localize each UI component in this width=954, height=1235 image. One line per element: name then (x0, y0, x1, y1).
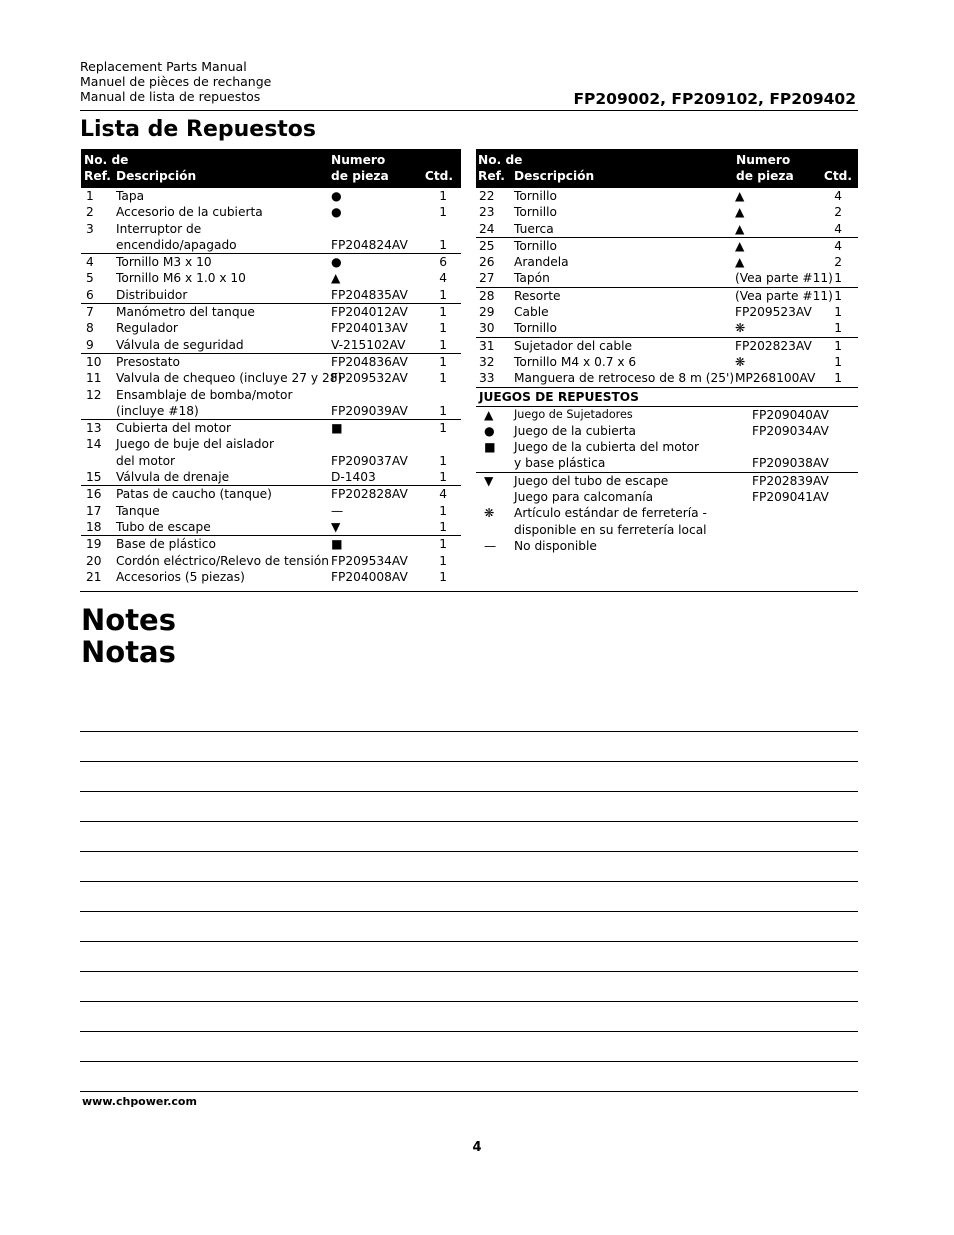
part-number: FP204012AV (331, 305, 408, 320)
ref-number: 32 (479, 354, 495, 369)
kit-row (476, 423, 858, 439)
quantity: 1 (439, 189, 447, 203)
ref-number: 11 (86, 371, 102, 386)
kit-row (476, 407, 858, 423)
quantity: 1 (439, 569, 447, 584)
table-body (476, 188, 858, 387)
quantity: 1 (834, 288, 842, 303)
part-description: Ensamblaje de bomba/motor (116, 387, 293, 402)
part-number: ▲ (735, 189, 745, 203)
part-number: ▲ (331, 271, 341, 286)
kits-title: JUEGOS DE REPUESTOS (476, 387, 858, 407)
quantity: 2 (834, 255, 842, 270)
ref-number: 16 (86, 487, 102, 502)
part-description: Tornillo (514, 205, 557, 220)
part-number: FP202828AV (331, 487, 408, 502)
header-part-line2: de pieza (736, 169, 794, 183)
kits-list (476, 407, 858, 555)
part-description: Tuerca (514, 221, 554, 236)
header-qty: Ctd. (424, 169, 453, 183)
header-part-line2: de pieza (331, 169, 389, 183)
quantity: 1 (834, 354, 842, 369)
kit-symbol: ● (484, 423, 495, 438)
quantity: 4 (834, 221, 842, 236)
ref-number: 14 (86, 437, 102, 452)
part-description: Accesorios (5 piezas) (116, 569, 245, 584)
ref-number: 10 (86, 354, 102, 369)
note-line (80, 1001, 858, 1002)
table-row (81, 303, 461, 320)
kit-row (476, 439, 858, 455)
part-number: D-1403 (331, 470, 376, 485)
quantity: 1 (439, 453, 447, 468)
part-description: Cubierta del motor (116, 421, 232, 436)
table-row (81, 387, 461, 403)
part-number: V-215102AV (331, 337, 406, 352)
kit-symbol: ▼ (484, 473, 494, 488)
part-description: Tornillo M3 x 10 (116, 255, 212, 270)
table-row (476, 254, 858, 270)
part-description: Distribuidor (116, 287, 188, 302)
ref-number: 15 (86, 470, 102, 485)
header-qty: Ctd. (823, 169, 852, 183)
quantity: 1 (439, 553, 447, 568)
table-row (476, 188, 858, 204)
quantity: 1 (439, 519, 447, 534)
part-description: Valvula de chequeo (incluye 27 y 28) (116, 371, 343, 386)
header-part-line1: Numero (736, 153, 791, 167)
kit-symbol: ▲ (484, 407, 494, 422)
quantity: 6 (439, 255, 447, 270)
header-ref-line1: No. de (84, 153, 129, 167)
quantity: 4 (439, 271, 447, 286)
table-row (81, 270, 461, 286)
kit-row (476, 505, 858, 521)
part-description: Sujetador del cable (514, 338, 632, 353)
part-number: FP204835AV (331, 287, 408, 302)
kit-part-number: FP202839AV (752, 473, 829, 488)
kit-row (476, 455, 858, 471)
quantity: 1 (834, 271, 842, 286)
quantity: 1 (439, 337, 447, 352)
quantity: 1 (439, 321, 447, 336)
part-number: MP268100AV (735, 371, 816, 386)
quantity: 1 (439, 237, 447, 252)
parts-table-left (81, 149, 461, 585)
table-row (476, 354, 858, 370)
table-row (81, 320, 461, 336)
part-description: del motor (116, 453, 176, 468)
ref-number: 31 (479, 338, 495, 353)
quantity: 1 (439, 287, 447, 302)
part-number: FP209534AV (331, 553, 408, 568)
part-description: Válvula de seguridad (116, 337, 244, 352)
part-number: — (331, 503, 344, 518)
quantity: 1 (439, 305, 447, 320)
header-description: Descripción (514, 169, 595, 183)
table-row (476, 320, 858, 336)
part-description: Tornillo M6 x 1.0 x 10 (116, 271, 246, 286)
table-row (476, 304, 858, 320)
quantity: 1 (439, 503, 447, 518)
note-line (80, 821, 858, 822)
kit-row (476, 538, 858, 554)
ref-number: 2 (86, 205, 94, 220)
kit-description: Juego del tubo de escape (514, 473, 669, 488)
ref-number: 20 (86, 553, 102, 568)
ref-number: 18 (86, 519, 102, 534)
table-row (81, 287, 461, 303)
table-body (81, 188, 461, 585)
header-ref-line2: Ref. (478, 169, 505, 183)
ref-number: 6 (86, 287, 94, 302)
part-description: Base de plástico (116, 537, 216, 552)
part-description: encendido/apagado (116, 237, 237, 252)
part-number: FP204013AV (331, 321, 408, 336)
table-row (81, 535, 461, 552)
table-row (81, 188, 461, 204)
table-row (476, 204, 858, 220)
table-row (81, 353, 461, 370)
quantity: 4 (834, 189, 842, 203)
part-description: Tapa (116, 189, 145, 203)
kit-symbol: ❋ (484, 506, 495, 521)
part-description: Tornillo (514, 238, 557, 253)
part-number: ● (331, 255, 342, 270)
quantity: 4 (439, 487, 447, 502)
note-line (80, 971, 858, 972)
table-row (476, 370, 858, 386)
part-number: ▼ (331, 519, 341, 534)
ref-number: 25 (479, 238, 495, 253)
part-number: ■ (331, 421, 343, 436)
kit-symbol: ■ (484, 440, 496, 455)
table-row (476, 287, 858, 304)
model-numbers: FP209002, FP209102, FP209402 (573, 90, 856, 108)
table-row (81, 519, 461, 535)
quantity: 1 (439, 371, 447, 386)
part-number: ● (331, 205, 342, 220)
part-description: Válvula de drenaje (116, 470, 230, 485)
note-line (80, 761, 858, 762)
ref-number: 7 (86, 305, 94, 320)
part-description: Regulador (116, 321, 178, 336)
part-description: Cordón eléctrico/Relevo de tensión (116, 553, 329, 568)
note-line (80, 1031, 858, 1032)
table-row (476, 221, 858, 237)
part-number: (Vea parte #11) (735, 288, 833, 303)
quantity: 2 (834, 205, 842, 220)
note-line (80, 941, 858, 942)
table-row (81, 370, 461, 386)
ref-number: 9 (86, 337, 94, 352)
part-number: ▲ (735, 205, 745, 220)
note-line (80, 1061, 858, 1062)
kit-description: Juego de la cubierta (514, 423, 637, 438)
notes-heading (81, 604, 176, 668)
ref-number: 27 (479, 271, 495, 286)
manual-title-es: Manual de lista de repuestos (80, 89, 261, 104)
quantity: 1 (834, 371, 842, 386)
part-number: ● (331, 189, 342, 203)
table-row (81, 221, 461, 237)
part-description: Resorte (514, 288, 561, 303)
part-number: ❋ (735, 354, 746, 369)
ref-number: 8 (86, 321, 94, 336)
tables-bottom-divider (80, 591, 858, 592)
quantity: 1 (439, 403, 447, 418)
ref-number: 28 (479, 288, 495, 303)
manual-title-block (80, 59, 271, 104)
header-divider (80, 110, 858, 111)
table-row (81, 503, 461, 519)
part-description: Accesorio de la cubierta (116, 205, 263, 220)
part-number: ▲ (735, 221, 745, 236)
table-row (81, 469, 461, 485)
ref-number: 4 (86, 255, 94, 270)
part-number: ■ (331, 537, 343, 552)
note-line (80, 1091, 858, 1092)
table-row (81, 569, 461, 585)
header-ref-line1: No. de (478, 153, 523, 167)
table-row (476, 270, 858, 286)
note-line (80, 851, 858, 852)
part-description: (incluye #18) (116, 403, 199, 418)
ref-number: 33 (479, 371, 495, 386)
page-number: 4 (472, 1140, 482, 1155)
part-description: Tapón (514, 271, 550, 286)
note-line (80, 791, 858, 792)
ref-number: 29 (479, 305, 495, 320)
kit-description: Juego de Sujetadores (514, 407, 633, 421)
ref-number: 22 (479, 189, 495, 203)
part-description: Presostato (116, 354, 181, 369)
part-number: FP209037AV (331, 453, 408, 468)
manual-title-fr: Manuel de pièces de rechange (80, 74, 272, 89)
part-description: Tornillo (514, 321, 557, 336)
table-row (81, 237, 461, 253)
ref-number: 13 (86, 421, 102, 436)
part-number: FP202823AV (735, 338, 812, 353)
notes-title-en: Notes (81, 603, 176, 637)
quantity: 1 (439, 537, 447, 552)
table-row (81, 436, 461, 452)
header-ref-line2: Ref. (84, 169, 111, 183)
quantity: 1 (439, 354, 447, 369)
ref-number: 12 (86, 387, 102, 402)
part-number: ❋ (735, 321, 746, 336)
part-description: Tornillo M4 x 0.7 x 6 (514, 354, 637, 369)
kit-symbol: — (484, 538, 497, 553)
kit-row (476, 522, 858, 538)
table-row (81, 337, 461, 353)
quantity: 1 (834, 338, 842, 353)
table-header (81, 149, 461, 188)
quantity: 1 (834, 321, 842, 336)
part-description: Manguera de retroceso de 8 m (25') (514, 371, 735, 386)
table-row (476, 337, 858, 354)
note-line (80, 881, 858, 882)
part-description: Manómetro del tanque (116, 305, 255, 320)
ref-number: 17 (86, 503, 102, 518)
footer-url: www.chpower.com (82, 1095, 197, 1108)
ref-number: 30 (479, 321, 495, 336)
header-part-line1: Numero (331, 153, 386, 167)
table-row (81, 253, 461, 270)
quantity: 1 (439, 470, 447, 485)
part-number: FP204836AV (331, 354, 408, 369)
part-description: Tanque (116, 503, 160, 518)
ref-number: 21 (86, 569, 102, 584)
section-title: Lista de Repuestos (80, 117, 317, 142)
part-number: FP204824AV (331, 237, 408, 252)
header-description: Descripción (116, 169, 197, 183)
part-number: FP209039AV (331, 403, 408, 418)
part-description: Arandela (514, 255, 569, 270)
manual-title-en: Replacement Parts Manual (80, 59, 247, 74)
notes-title-es: Notas (81, 635, 176, 669)
kit-part-number: FP209040AV (752, 407, 829, 422)
quantity: 4 (834, 238, 842, 253)
ref-number: 24 (479, 221, 495, 236)
table-row (81, 403, 461, 419)
kit-part-number: FP209038AV (752, 456, 829, 471)
table-row (81, 204, 461, 220)
part-number: ▲ (735, 238, 745, 253)
part-description: Tornillo (514, 189, 557, 203)
part-description: Cable (514, 305, 549, 320)
kit-row (476, 472, 858, 489)
kit-description: Juego de la cubierta del motor (514, 440, 699, 455)
note-line (80, 911, 858, 912)
note-line (80, 731, 858, 732)
ref-number: 23 (479, 205, 495, 220)
kit-part-number: FP209034AV (752, 423, 829, 438)
ref-number: 1 (86, 189, 94, 203)
kit-description: Juego para calcomanía (514, 490, 654, 505)
quantity: 1 (439, 205, 447, 220)
quantity: 1 (439, 421, 447, 436)
table-row (81, 553, 461, 569)
kit-description: Artículo estándar de ferretería - (514, 506, 707, 521)
part-number: (Vea parte #11) (735, 271, 833, 286)
table-row (81, 453, 461, 469)
kit-part-number: FP209041AV (752, 490, 829, 505)
part-number: ▲ (735, 255, 745, 270)
quantity: 1 (834, 305, 842, 320)
part-number: FP209532AV (331, 371, 408, 386)
table-row (81, 485, 461, 502)
part-description: Juego de buje del aislador (116, 437, 274, 452)
ref-number: 19 (86, 537, 102, 552)
part-description: Patas de caucho (tanque) (116, 487, 272, 502)
parts-table-right (476, 149, 858, 554)
part-number: FP204008AV (331, 569, 408, 584)
ref-number: 3 (86, 221, 94, 236)
part-description: Interruptor de (116, 221, 202, 236)
kit-row (476, 489, 858, 505)
part-description: Tubo de escape (116, 519, 211, 534)
part-number: FP209523AV (735, 305, 812, 320)
kit-description: y base plástica (514, 456, 606, 471)
table-row (81, 419, 461, 436)
kit-description: No disponible (514, 538, 597, 553)
ref-number: 26 (479, 255, 495, 270)
kit-description: disponible en su ferretería local (514, 522, 707, 537)
ref-number: 5 (86, 271, 94, 286)
table-header (476, 149, 858, 188)
table-row (476, 237, 858, 254)
